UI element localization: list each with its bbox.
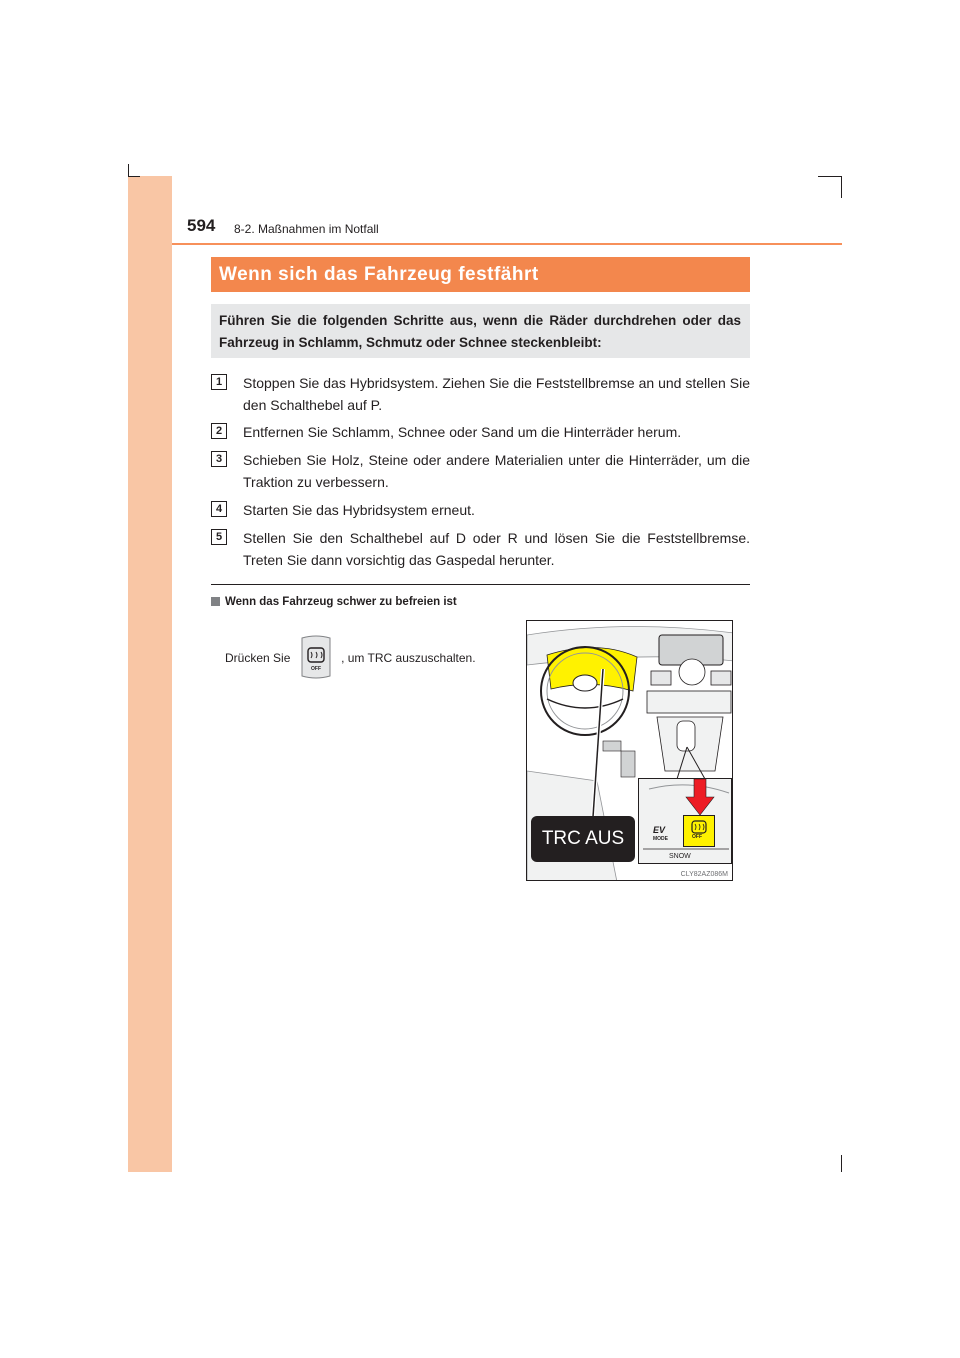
step-number-3: 3	[211, 451, 227, 467]
snow-label: SNOW	[669, 853, 691, 860]
crop-mark-bottom-right	[841, 1155, 842, 1172]
crop-mark-top-left	[128, 176, 140, 177]
subsection-text-after: , um TRC auszuschalten.	[341, 651, 476, 666]
header-section-title: 8-2. Maßnahmen im Notfall	[234, 222, 379, 236]
step-text-5: Stellen Sie den Schalthebel auf D oder R und lösen Sie die Feststellbremse. Treten Sie dann vorsichtig das Gaspedal herunter.	[243, 530, 750, 568]
subsection-text-before: Drücken Sie	[225, 651, 291, 666]
square-bullet-icon	[211, 597, 220, 606]
step-number-5: 5	[211, 529, 227, 545]
section-title: Wenn sich das Fahrzeug festfährt	[211, 257, 750, 292]
step-2	[211, 421, 750, 443]
trc-switch-inset	[638, 778, 732, 864]
crop-mark-top-left-v	[128, 164, 129, 176]
ev-mode-label: EV MODE	[653, 825, 668, 842]
red-arrow-icon	[685, 779, 715, 817]
trc-button-off-label: OFF	[310, 666, 321, 672]
trc-off-switch-highlight	[683, 815, 715, 847]
page-number: 594	[187, 216, 216, 235]
step-5	[211, 527, 750, 571]
figure-code: CLY82AZ086M	[680, 871, 728, 878]
section-divider	[211, 584, 750, 585]
subsection-heading	[211, 596, 457, 608]
side-margin-bar	[128, 176, 172, 1172]
step-text-4: Starten Sie das Hybridsystem erneut.	[243, 502, 475, 518]
crop-mark-top-right	[818, 176, 842, 177]
header-rule	[172, 243, 842, 245]
step-number-4: 4	[211, 501, 227, 517]
step-text-1: Stoppen Sie das Hybridsystem. Ziehen Sie die Feststellbremse an und stellen Sie den Schalthebel auf P.	[243, 375, 750, 413]
trc-off-button-icon	[298, 634, 334, 680]
subsection-heading-text: Wenn das Fahrzeug schwer zu befreien ist	[225, 596, 457, 608]
trc-off-callout: TRC AUS	[531, 816, 635, 862]
step-text-2: Entfernen Sie Schlamm, Schnee oder Sand um die Hinterräder herum.	[243, 424, 682, 440]
intro-box: Führen Sie die folgenden Schritte aus, wenn die Räder durchdrehen oder das Fahrzeug in Schlamm, Schmutz oder Schnee steckenbleibt:	[211, 304, 750, 358]
step-text-3: Schieben Sie Holz, Steine oder andere Materialien unter die Hinterräder, um die Traktion zu verbessern.	[243, 452, 750, 490]
dashboard-figure	[526, 620, 733, 881]
step-number-1: 1	[211, 374, 227, 390]
step-number-2: 2	[211, 423, 227, 439]
crop-mark-top-right-v	[841, 176, 842, 198]
step-1	[211, 372, 750, 416]
inset-off-label: OFF	[692, 834, 702, 840]
step-4	[211, 499, 750, 521]
step-3	[211, 449, 750, 493]
subsection-body	[225, 636, 476, 682]
